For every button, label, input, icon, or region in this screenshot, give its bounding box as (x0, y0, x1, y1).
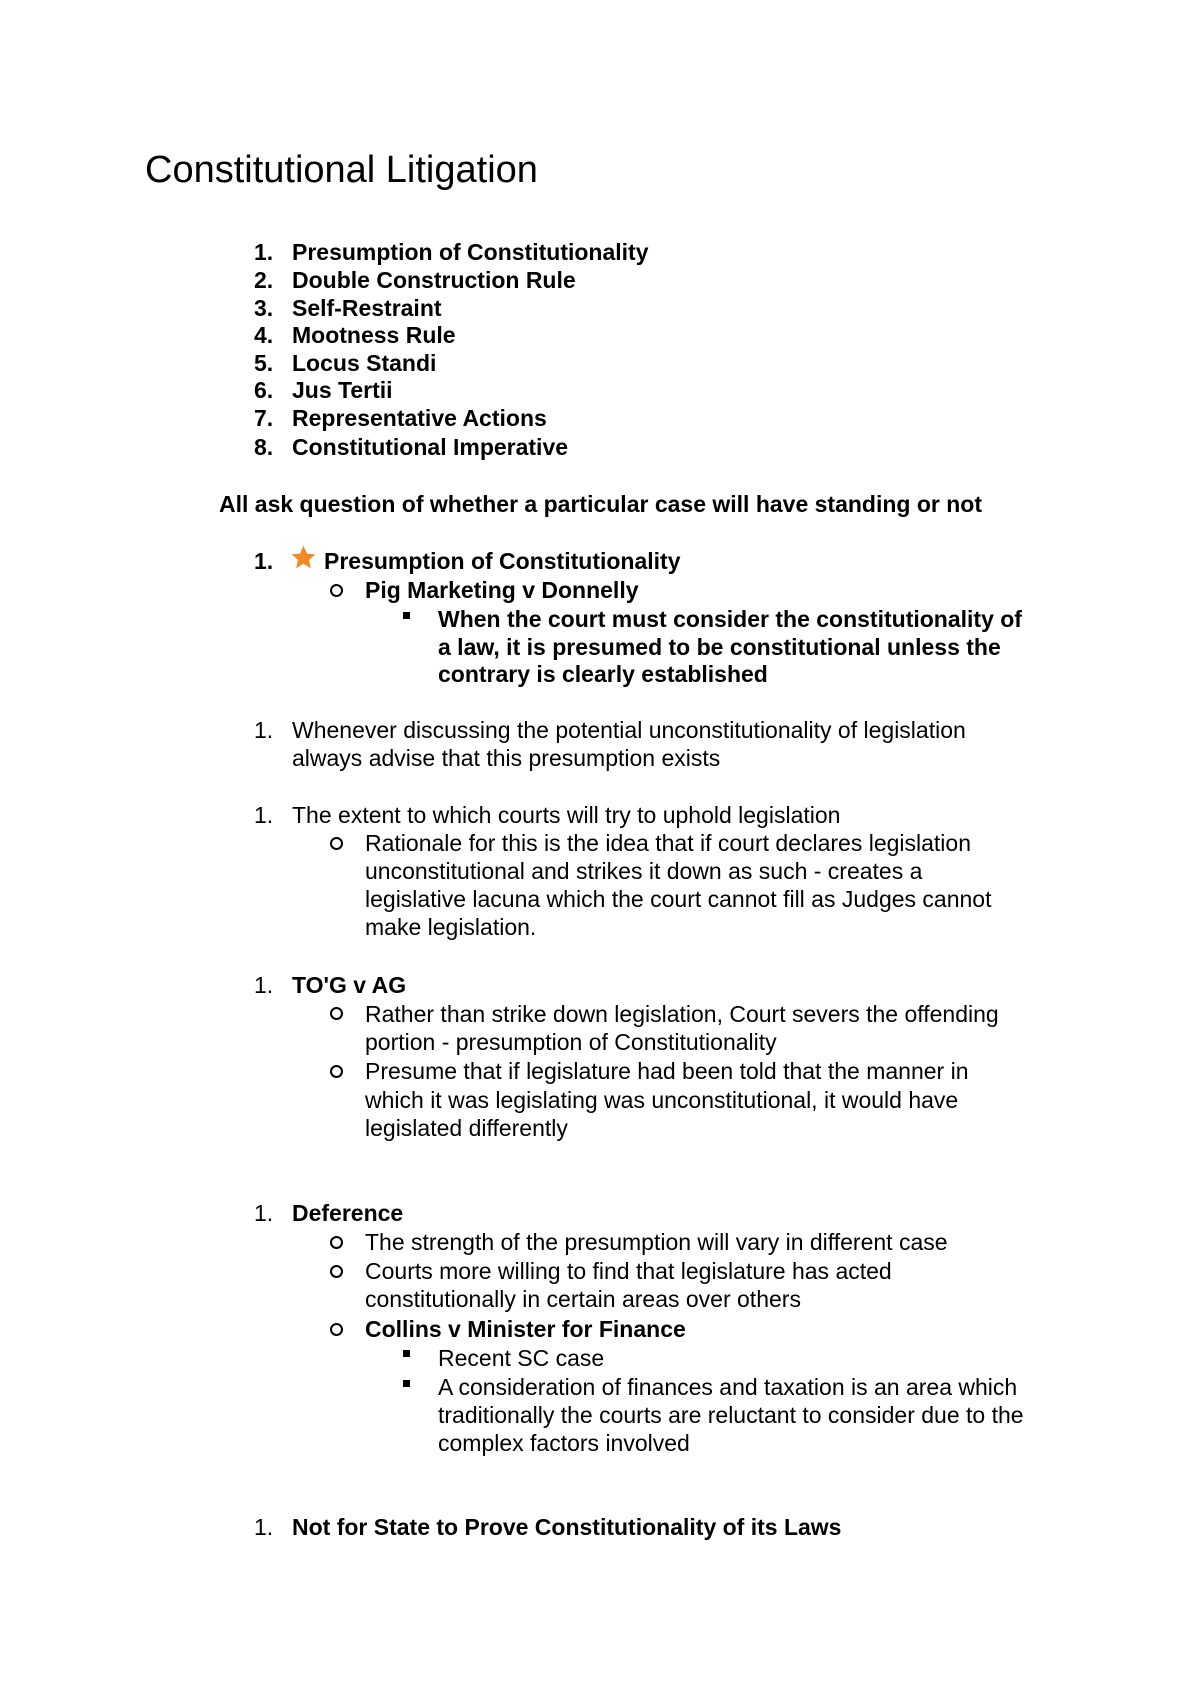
body-text: which it was legislating was unconstitutional, it would have (365, 1087, 959, 1113)
body-text: Recent SC case (438, 1345, 605, 1371)
toc-number: 5. (254, 350, 274, 376)
body-text: The extent to which courts will try to uphold legislation (292, 802, 841, 828)
list-number: 1. (254, 1200, 274, 1226)
square-bullet-icon (403, 1350, 410, 1357)
case-name: Pig Marketing v Donnelly (365, 577, 639, 603)
list-number: 1. (254, 802, 274, 828)
hollow-bullet-icon (330, 1065, 343, 1078)
body-text: legislative lacuna which the court cannot fill as Judges cannot (365, 886, 992, 912)
body-text: Rationale for this is the idea that if court declares legislation (365, 830, 971, 856)
hollow-bullet-icon (330, 1236, 343, 1249)
toc-item: Representative Actions (292, 405, 547, 431)
case-name: Collins v Minister for Finance (365, 1316, 686, 1342)
rule-text: When the court must consider the constitutionality of (438, 606, 1022, 632)
body-text: Whenever discussing the potential unconstitutionality of legislation (292, 717, 966, 743)
body-text: legislated differently (365, 1115, 568, 1141)
hollow-bullet-icon (330, 1007, 343, 1020)
body-text: The strength of the presumption will vary in different case (365, 1229, 948, 1255)
body-text: make legislation. (365, 914, 537, 940)
toc-item: Double Construction Rule (292, 267, 576, 293)
body-text: complex factors involved (438, 1430, 690, 1456)
toc-item: Self-Restraint (292, 295, 442, 321)
star-icon (290, 544, 317, 576)
body-text: always advise that this presumption exists (292, 745, 721, 771)
hollow-bullet-icon (330, 837, 343, 850)
square-bullet-icon (403, 1380, 410, 1387)
hollow-bullet-icon (330, 1265, 343, 1278)
body-text: unconstitutional and strikes it down as such - creates a (365, 858, 923, 884)
toc-number: 3. (254, 295, 274, 321)
toc-item: Constitutional Imperative (292, 434, 569, 460)
page-title: Constitutional Litigation (145, 149, 538, 191)
list-number: 1. (254, 972, 274, 998)
toc-item: Locus Standi (292, 350, 437, 376)
intro-text: All ask question of whether a particular case will have standing or not (219, 491, 983, 517)
body-text: Rather than strike down legislation, Court severs the offending (365, 1001, 999, 1027)
toc-item: Mootness Rule (292, 322, 456, 348)
body-text: constitutionally in certain areas over others (365, 1286, 801, 1312)
rule-text: a law, it is presumed to be constitutional unless the (438, 634, 1001, 660)
section-heading: Deference (292, 1200, 404, 1226)
toc-number: 1. (254, 239, 274, 265)
body-text: A consideration of finances and taxation is an area which (438, 1374, 1018, 1400)
list-number: 1. (254, 548, 274, 574)
toc-item: Presumption of Constitutionality (292, 239, 649, 265)
toc-number: 4. (254, 322, 274, 348)
hollow-bullet-icon (330, 1323, 343, 1336)
list-number: 1. (254, 1514, 274, 1540)
rule-text: contrary is clearly established (438, 661, 768, 687)
case-name: TO'G v AG (292, 972, 407, 998)
list-number: 1. (254, 717, 274, 743)
body-text: Courts more willing to find that legislature has acted (365, 1258, 892, 1284)
toc-number: 7. (254, 405, 274, 431)
body-text: Presume that if legislature had been told that the manner in (365, 1058, 969, 1084)
toc-number: 8. (254, 434, 274, 460)
body-text: portion - presumption of Constitutionality (365, 1029, 777, 1055)
star-icon-shape (292, 546, 316, 569)
toc-number: 2. (254, 267, 274, 293)
section-heading: Not for State to Prove Constitutionality of its Laws (292, 1514, 842, 1540)
body-text: traditionally the courts are reluctant to consider due to the (438, 1402, 1024, 1428)
hollow-bullet-icon (330, 584, 343, 597)
section-heading: Presumption of Constitutionality (324, 548, 681, 574)
toc-item: Jus Tertii (292, 377, 393, 403)
square-bullet-icon (403, 612, 410, 619)
toc-number: 6. (254, 377, 274, 403)
